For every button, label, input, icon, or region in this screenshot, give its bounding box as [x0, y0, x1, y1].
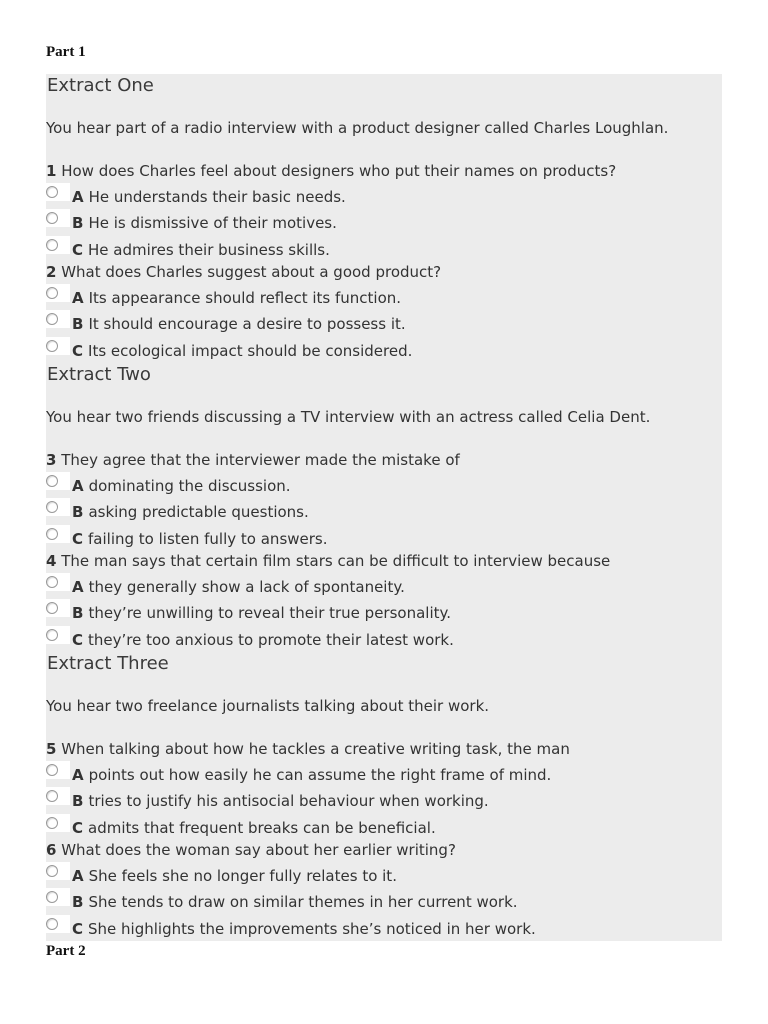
- option-letter: B: [72, 792, 84, 810]
- extract-title: Extract Two: [47, 364, 151, 385]
- option-letter: C: [72, 920, 84, 938]
- option-text: they generally show a lack of spontaneity.: [88, 578, 405, 596]
- radio-button[interactable]: [46, 576, 58, 588]
- option-label: [72, 503, 309, 521]
- option-a[interactable]: [46, 287, 722, 309]
- option-text: they’re too anxious to promote their latest work.: [88, 631, 454, 649]
- option-text: they’re unwilling to reveal their true personality.: [88, 604, 452, 622]
- option-letter: B: [72, 214, 84, 232]
- option-label: [72, 214, 337, 232]
- radio-button[interactable]: [46, 287, 58, 299]
- radio-button[interactable]: [46, 891, 58, 903]
- option-c[interactable]: [46, 629, 722, 651]
- question-text: [46, 740, 570, 758]
- questions-panel: [46, 74, 722, 941]
- question-3: [46, 451, 722, 557]
- extract-intro: You hear part of a radio interview with a product designer called Charles Loughlan.: [46, 119, 669, 137]
- option-b[interactable]: [46, 891, 722, 913]
- option-label: [72, 920, 536, 938]
- option-b[interactable]: [46, 501, 722, 523]
- option-label: [72, 867, 397, 885]
- radio-button[interactable]: [46, 629, 58, 641]
- radio-button[interactable]: [46, 790, 58, 802]
- option-text: tries to justify his antisocial behaviour when working.: [88, 792, 489, 810]
- option-label: [72, 315, 406, 333]
- option-text: failing to listen fully to answers.: [88, 530, 328, 548]
- option-label: [72, 188, 346, 206]
- option-letter: C: [72, 631, 84, 649]
- extract-title: Extract Three: [47, 653, 169, 674]
- question-stem: What does the woman say about her earlier writing?: [61, 841, 456, 859]
- option-label: [72, 289, 401, 307]
- radio-button[interactable]: [46, 602, 58, 614]
- radio-button[interactable]: [46, 528, 58, 540]
- option-letter: B: [72, 315, 84, 333]
- option-label: [72, 792, 489, 810]
- option-c[interactable]: [46, 528, 722, 550]
- extract-two: [46, 363, 722, 652]
- radio-button[interactable]: [46, 212, 58, 224]
- option-a[interactable]: [46, 764, 722, 786]
- extract-one: [46, 74, 722, 363]
- option-label: [72, 530, 328, 548]
- question-6: [46, 841, 722, 947]
- option-text: points out how easily he can assume the right frame of mind.: [88, 766, 552, 784]
- option-b[interactable]: [46, 313, 722, 335]
- question-number: 3: [46, 451, 57, 469]
- question-number: 5: [46, 740, 57, 758]
- radio-button[interactable]: [46, 865, 58, 877]
- radio-button[interactable]: [46, 764, 58, 776]
- option-label: [72, 631, 454, 649]
- question-number: 1: [46, 162, 57, 180]
- option-a[interactable]: [46, 475, 722, 497]
- radio-button[interactable]: [46, 817, 58, 829]
- option-letter: B: [72, 893, 84, 911]
- option-letter: A: [72, 766, 84, 784]
- option-c[interactable]: [46, 918, 722, 940]
- question-2: [46, 263, 722, 369]
- option-letter: A: [72, 289, 84, 307]
- option-label: [72, 893, 518, 911]
- radio-button[interactable]: [46, 186, 58, 198]
- extract-three: [46, 652, 722, 941]
- option-text: asking predictable questions.: [88, 503, 309, 521]
- option-label: [72, 766, 551, 784]
- option-label: [72, 477, 291, 495]
- option-text: He is dismissive of their motives.: [88, 214, 337, 232]
- option-label: [72, 578, 405, 596]
- option-text: Its ecological impact should be considered.: [88, 342, 413, 360]
- question-number: 4: [46, 552, 57, 570]
- extract-intro: You hear two freelance journalists talking about their work.: [46, 697, 490, 715]
- option-c[interactable]: [46, 340, 722, 362]
- option-text: She feels she no longer fully relates to it.: [88, 867, 397, 885]
- question-stem: The man says that certain film stars can be difficult to interview because: [61, 552, 611, 570]
- option-text: She highlights the improvements she’s noticed in her work.: [88, 920, 536, 938]
- option-text: It should encourage a desire to possess it.: [88, 315, 406, 333]
- question-text: [46, 552, 610, 570]
- radio-button[interactable]: [46, 501, 58, 513]
- option-letter: B: [72, 503, 84, 521]
- option-letter: A: [72, 867, 84, 885]
- part-2-heading: Part 2: [46, 943, 86, 959]
- option-letter: C: [72, 342, 84, 360]
- option-letter: C: [72, 241, 84, 259]
- option-b[interactable]: [46, 212, 722, 234]
- question-text: [46, 263, 441, 281]
- radio-button[interactable]: [46, 239, 58, 251]
- option-c[interactable]: [46, 239, 722, 261]
- part-1-heading: Part 1: [46, 44, 86, 60]
- option-c[interactable]: [46, 817, 722, 839]
- extract-title: Extract One: [47, 75, 154, 96]
- question-text: [46, 841, 456, 859]
- extract-intro: You hear two friends discussing a TV interview with an actress called Celia Dent.: [46, 408, 651, 426]
- option-letter: C: [72, 530, 84, 548]
- radio-button[interactable]: [46, 340, 58, 352]
- question-number: 6: [46, 841, 57, 859]
- question-5: [46, 740, 722, 846]
- question-stem: What does Charles suggest about a good product?: [61, 263, 442, 281]
- option-label: [72, 819, 436, 837]
- option-letter: A: [72, 188, 84, 206]
- radio-button[interactable]: [46, 475, 58, 487]
- option-b[interactable]: [46, 602, 722, 624]
- option-letter: A: [72, 578, 84, 596]
- option-letter: B: [72, 604, 84, 622]
- question-1: [46, 162, 722, 268]
- option-a[interactable]: [46, 576, 722, 598]
- option-letter: A: [72, 477, 84, 495]
- option-text: dominating the discussion.: [88, 477, 291, 495]
- question-stem: How does Charles feel about designers who put their names on products?: [61, 162, 617, 180]
- option-text: He understands their basic needs.: [88, 188, 346, 206]
- option-label: [72, 342, 412, 360]
- option-text: Its appearance should reflect its function.: [88, 289, 402, 307]
- question-4: [46, 552, 722, 658]
- question-stem: When talking about how he tackles a creative writing task, the man: [61, 740, 570, 758]
- option-label: [72, 604, 451, 622]
- option-b[interactable]: [46, 790, 722, 812]
- question-text: [46, 451, 460, 469]
- option-a[interactable]: [46, 186, 722, 208]
- option-label: [72, 241, 330, 259]
- option-letter: C: [72, 819, 84, 837]
- question-stem: They agree that the interviewer made the mistake of: [61, 451, 460, 469]
- option-text: He admires their business skills.: [88, 241, 330, 259]
- question-number: 2: [46, 263, 57, 281]
- option-text: admits that frequent breaks can be beneficial.: [88, 819, 436, 837]
- option-a[interactable]: [46, 865, 722, 887]
- radio-button[interactable]: [46, 918, 58, 930]
- radio-button[interactable]: [46, 313, 58, 325]
- question-text: [46, 162, 616, 180]
- option-text: She tends to draw on similar themes in her current work.: [88, 893, 518, 911]
